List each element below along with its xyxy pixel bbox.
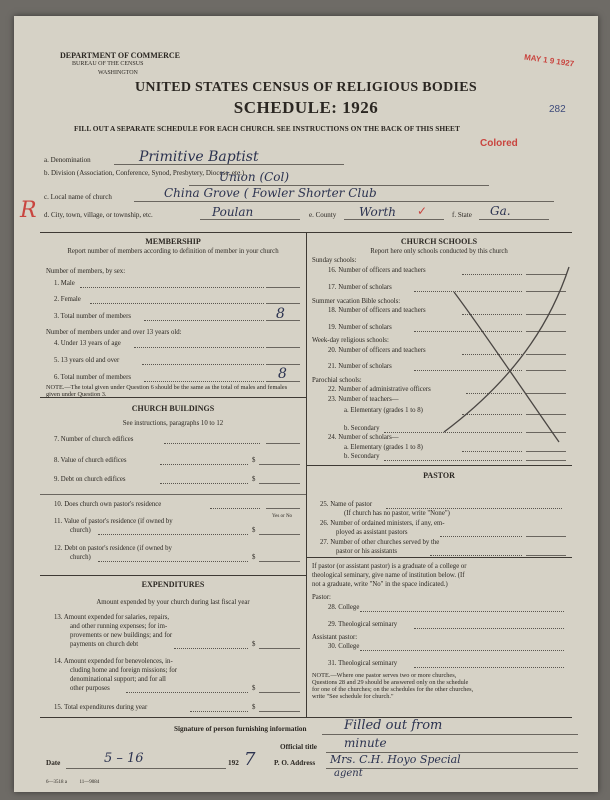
assistant-label: Assistant pastor: — [312, 634, 358, 641]
q24b: b. Secondary — [344, 453, 380, 460]
pastor-note-4: write "See schedule for church." — [312, 693, 394, 700]
bureau-name: BUREAU OF THE CENSUS — [72, 61, 144, 67]
q19: 19. Number of scholars — [328, 324, 392, 331]
q6-total: 6. Total number of members — [54, 374, 131, 381]
denomination-label: a. Denomination — [44, 156, 91, 164]
schedule-title: SCHEDULE: 1926 — [233, 98, 379, 117]
q12-dollar: $ — [252, 554, 256, 561]
graduate-line1: If pastor (or assistant pastor) is a graduate of a college or — [312, 563, 467, 570]
q23a: a. Elementary (grades 1 to 8) — [344, 407, 423, 414]
city-name: WASHINGTON — [98, 70, 138, 76]
q7-edifices: 7. Number of church edifices — [54, 436, 134, 443]
q20: 20. Number of officers and teachers — [328, 347, 426, 354]
date-label: Date — [46, 759, 61, 767]
yes-no-hint: Yes or No — [272, 514, 293, 519]
q13-line2: and other running expenses; for im- — [70, 623, 168, 630]
form-number: 6—3518 a 11—9084 — [46, 780, 100, 785]
buildings-subtitle: See instructions, paragraphs 10 to 12 — [122, 420, 224, 427]
membership-heading: MEMBERSHIP — [145, 237, 201, 246]
year-value: 7 — [244, 749, 256, 770]
grid-bottom — [40, 717, 572, 718]
summer-schools: Summer vacation Bible schools: — [312, 298, 401, 305]
q14-line1: 14. Amount expended for benevolences, in- — [54, 658, 173, 665]
official-title-label: Official title — [280, 743, 317, 751]
census-schedule-sheet — [14, 16, 598, 792]
schedule-number: 282 — [549, 104, 566, 115]
q21: 21. Number of scholars — [328, 363, 392, 370]
q25-note: (If church has no pastor, write "None") — [344, 510, 450, 517]
q25-pastor-name: 25. Name of pastor — [320, 501, 373, 508]
q5-13-and-over: 5. 13 years old and over — [54, 357, 120, 364]
q29-seminary: 29. Theological seminary — [328, 621, 398, 628]
q16: 16. Number of officers and teachers — [328, 267, 426, 274]
county-value: Worth — [359, 205, 397, 219]
denomination-value: Primitive Baptist — [139, 149, 259, 165]
sunday-schools: Sunday schools: — [312, 257, 357, 264]
pastor-note-3: for one of the churches; on the schedules for the other churches, — [312, 686, 474, 693]
parochial-schools: Parochial schools: — [312, 377, 362, 384]
buildings-heading: CHURCH BUILDINGS — [131, 404, 215, 413]
q9-edifice-debt: 9. Debt on church edifices — [54, 476, 126, 483]
q12-church: church) — [70, 554, 91, 561]
graduate-line2: theological seminary, give name of institution below. (If — [312, 572, 465, 579]
department-name: DEPARTMENT OF COMMERCE — [60, 51, 181, 60]
q26-line2: ployed as assistant pastors — [336, 529, 408, 536]
date-value: 5 – 16 — [104, 751, 144, 766]
expenditures-subtitle: Amount expended by your church during last fiscal year — [96, 599, 250, 606]
q8-edifice-value: 8. Value of church edifices — [54, 457, 127, 464]
schools-cross-out-mark — [434, 252, 574, 452]
graduate-line3: not a graduate, write "No" in the space indicated.) — [312, 581, 448, 588]
q8-dollar: $ — [252, 457, 256, 464]
q11-church: church) — [70, 527, 91, 534]
state-value: Ga. — [490, 204, 511, 218]
pastor-heading: PASTOR — [423, 471, 455, 480]
q13-line4: payments on church debt — [70, 641, 139, 648]
q13-line3: provements or new buildings; and for — [70, 632, 173, 639]
membership-by-sex: Number of members, by sex: — [46, 268, 126, 275]
q6-total-value: 8 — [278, 366, 287, 382]
division-label: b. Division (Association, Conference, Synod, Presbytery, Diocese, etc.) — [44, 169, 245, 177]
pastor-note-2: Questions 28 and 29 should be answered only on the schedule — [312, 679, 469, 686]
city-value: Poulan — [212, 205, 254, 219]
q2-female: 2. Female — [54, 296, 81, 303]
q9-dollar: $ — [252, 476, 256, 483]
pastor-label: Pastor: — [312, 594, 331, 601]
official-title-value: minute — [344, 736, 387, 750]
q28-college: 28. College — [328, 604, 360, 611]
membership-note: NOTE.—The total given under Question 6 should be the same as the total of males and females given under Question 3. — [46, 384, 288, 398]
signature-label: Signature of person furnishing information — [174, 725, 307, 733]
q27-line1: 27. Number of other churches served by the — [320, 539, 440, 546]
form-title: UNITED STATES CENSUS OF RELIGIOUS BODIES — [134, 80, 477, 95]
city-label: d. City, town, village, or township, etc. — [44, 211, 153, 219]
q3-total-value: 8 — [276, 306, 285, 322]
schools-heading: CHURCH SCHOOLS — [400, 237, 478, 246]
colored-stamp: Colored — [480, 138, 518, 149]
county-label: e. County — [309, 211, 337, 219]
q31-seminary: 31. Theological seminary — [328, 660, 398, 667]
church-name-value: China Grove ( Fowler Shorter Club — [164, 186, 377, 200]
q14-line3: denominational support; and for all — [70, 676, 166, 683]
received-date-stamp: MAY 1 9 1927 — [523, 52, 575, 69]
q23b: b. Secondary — [344, 425, 380, 432]
q17: 17. Number of scholars — [328, 284, 392, 291]
margin-mark: R — [20, 198, 37, 223]
church-name-label: c. Local name of church — [44, 193, 112, 201]
q23: 23. Number of teachers— — [328, 396, 399, 403]
schools-subtitle: Report here only schools conducted by this church — [370, 248, 508, 255]
q4-under-13: 4. Under 13 years of age — [54, 340, 121, 347]
q22: 22. Number of administrative officers — [328, 386, 431, 393]
membership-age-head: Number of members under and over 13 years old: — [46, 329, 182, 336]
department-block — [60, 51, 180, 78]
instruction-line: FILL OUT A SEPARATE SCHEDULE FOR EACH CHURCH. SEE INSTRUCTIONS ON THE BACK OF THIS SHEET — [74, 124, 460, 133]
q1-male: 1. Male — [54, 280, 75, 287]
q10-own-residence: 10. Does church own pastor's residence — [54, 501, 162, 508]
county-check-icon: ✓ — [417, 204, 428, 218]
q13-line1: 13. Amount expended for salaries, repairs, — [54, 614, 170, 621]
signature-value: Filled out from — [344, 718, 443, 733]
q27-line2: pastor or his assistants — [336, 548, 397, 555]
q14-dollar: $ — [252, 685, 256, 692]
weekday-schools: Week-day religious schools: — [312, 337, 389, 344]
q24a: a. Elementary (grades 1 to 8) — [344, 444, 423, 451]
q30-college: 30. College — [328, 643, 360, 650]
q14-line4: other purposes — [70, 685, 110, 692]
po-address-label: P. O. Address — [274, 759, 316, 767]
q3-total: 3. Total number of members — [54, 313, 131, 320]
state-label: f. State — [452, 211, 472, 219]
po-address-value: Mrs. C.H. Hoyo Special — [330, 753, 461, 766]
q15-dollar: $ — [252, 704, 256, 711]
po-address-value-2: agent — [334, 768, 363, 779]
q18: 18. Number of officers and teachers — [328, 307, 426, 314]
q13-dollar: $ — [252, 641, 256, 648]
q26-line1: 26. Number of ordained ministers, if any, em- — [320, 520, 445, 527]
q24: 24. Number of scholars— — [328, 434, 399, 441]
q11-residence-value: 11. Value of pastor's residence (if owned by — [54, 518, 173, 525]
q12-residence-debt: 12. Debt on pastor's residence (if owned by — [54, 545, 172, 552]
q14-line2: cluding home and foreign missions; for — [70, 667, 178, 674]
pastor-note-1: NOTE.—Where one pastor serves two or more churches, — [312, 672, 457, 679]
expenditures-heading: EXPENDITURES — [141, 580, 205, 589]
year-prefix: 192 — [228, 759, 239, 767]
q15-total-expenditures: 15. Total expenditures during year — [54, 704, 148, 711]
division-value: Union (Col) — [219, 170, 290, 184]
q11-dollar: $ — [252, 527, 256, 534]
membership-subtitle: Report number of members according to definition of member in your church — [67, 248, 279, 255]
